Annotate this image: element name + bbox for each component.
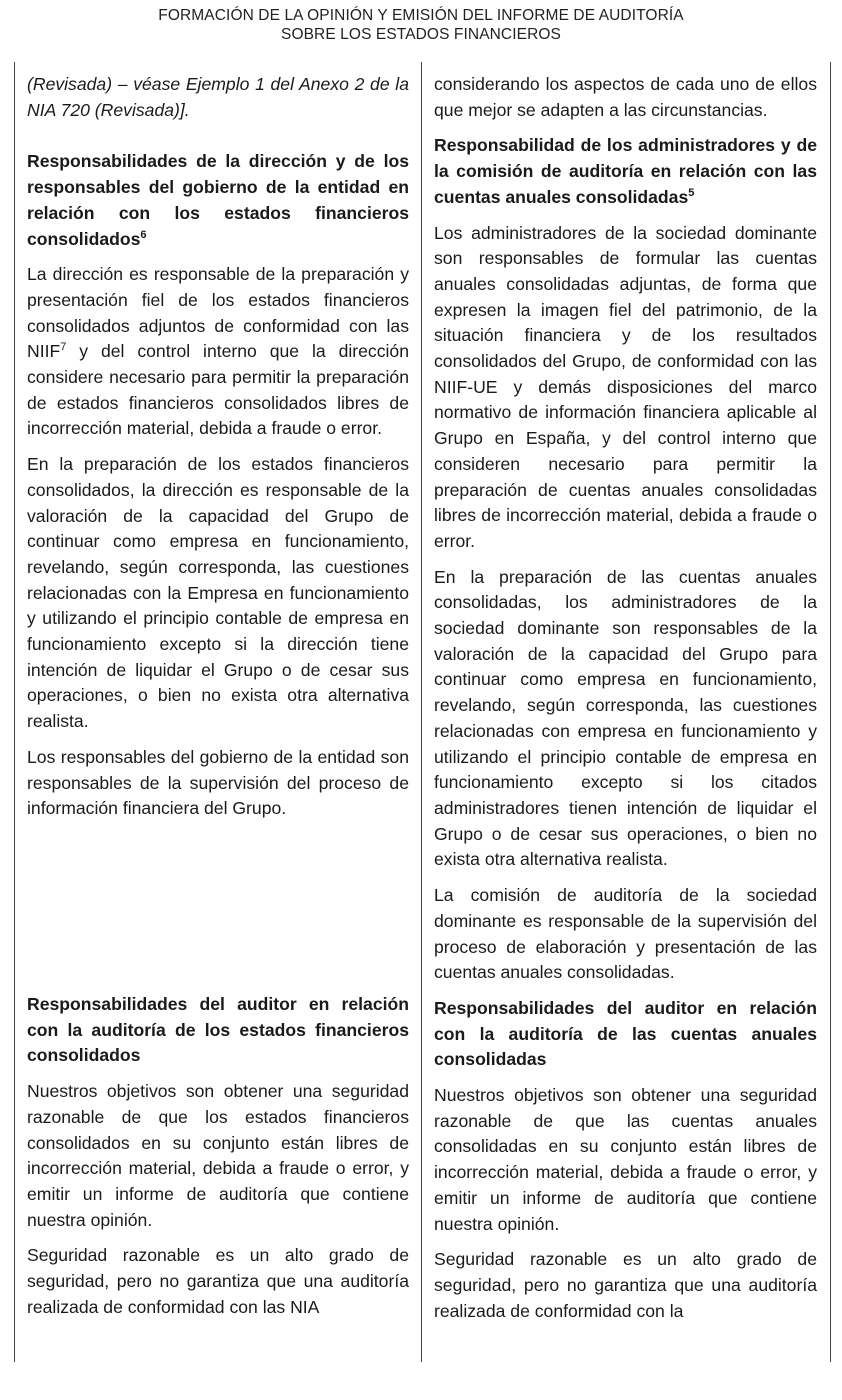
right-column: [422, 62, 829, 1362]
footnote-ref: 5: [688, 186, 695, 199]
left-paragraph-5: Seguridad razonable es un alto grado de seguridad, pero no garantiza que una auditoría realizada de conformidad con las NIA: [27, 1245, 409, 1317]
right-paragraph-5: Seguridad razonable es un alto grado de seguridad, pero no garantiza que una auditoría realizada de conformidad con la: [434, 1249, 817, 1321]
right-heading-auditor-responsibilities: Responsabilidades del auditor en relación con la auditoría de las cuentas anuales consolidadas: [434, 997, 817, 1070]
left-column: [15, 62, 422, 1362]
left-heading-auditor-responsibilities: Responsabilidades del auditor en relación con la auditoría de los estados financieros consolidados: [27, 993, 409, 1066]
left-paragraph-2: En la preparación de los estados financieros consolidados, la dirección es responsable de la valoración de la capacidad del Grupo de continuar como empresa en funcionamiento, revelando, según corresponda, las cuestiones relacionadas con la Empresa en funcionamiento y utilizando el principio contable de empresa en funcionamiento excepto si la dirección tiene intención de liquidar el Grupo o de cesar sus operaciones, o bien no exista otra alternativa realista.: [27, 454, 409, 732]
left-intro-text: (Revisada) – véase Ejemplo 1 del Anexo 2 de la NIA 720 (Revisada)].: [27, 74, 409, 120]
header-title-line1: FORMACIÓN DE LA OPINIÓN Y EMISIÓN DEL INFORME DE AUDITORÍA: [158, 7, 684, 24]
right-paragraph-3: La comisión de auditoría de la sociedad dominante es responsable de la supervisión del proceso de elaboración y presentación de las cuentas anuales consolidadas.: [434, 885, 817, 983]
right-intro-text: considerando los aspectos de cada uno de ellos que mejor se adapten a las circunstancias.: [434, 74, 817, 120]
left-paragraph-3: Los responsables del gobierno de la entidad son responsables de la supervisión del proceso de información financiera del Grupo.: [27, 746, 409, 819]
spacer: [27, 832, 409, 992]
page-header: [0, 6, 842, 44]
left-heading-responsibilities-management: Responsabilidades de la dirección y de los responsables del gobierno de la entidad en relación con los estados financieros consolidados$^6$: [27, 151, 409, 249]
footnote-ref: 7: [60, 341, 67, 354]
header-title-line2: SOBRE LOS ESTADOS FINANCIEROS: [281, 26, 561, 43]
right-paragraph-1: Los administradores de la sociedad dominante son responsables de formular las cuentas anuales consolidadas adjuntas, de forma que expresen la imagen fiel del patrimonio, de la situación financiera y de los resultados consolidados del Grupo, de conformidad con las NIIF-UE y demás disposiciones del marco normativo de información financiera aplicable al Grupo en España, y del control interno que consideren necesario para permitir la preparación de cuentas anuales consolidadas libres de incorrección material, debida a fraude o error.: [434, 222, 817, 551]
right-paragraph-4: Nuestros objetivos son obtener una seguridad razonable de que las cuentas anuales consolidadas en su conjunto están libres de incorrección material, debida a fraude o error, y emitir un informe de auditoría que contiene nuestra opinión.: [434, 1085, 817, 1234]
footnote-ref: 6: [140, 228, 147, 241]
left-paragraph-4: Nuestros objetivos son obtener una seguridad razonable de que los estados financieros consolidados en su conjunto están libres de incorrección material, debida a fraude o error, y emitir un informe de auditoría que contiene nuestra opinión.: [27, 1081, 409, 1230]
right-paragraph-2: En la preparación de las cuentas anuales consolidadas, los administradores de la sociedad dominante son responsables de la valoración de la capacidad del Grupo para continuar como empresa en funcionamiento, revelando, según corresponda, las cuestiones relacionadas con empresa en funcionamiento y utilizando el principio contable de empresa en funcionamiento excepto si los citados administradores tienen intención de liquidar el Grupo o de cesar sus operaciones, o bien no exista otra alternativa realista.: [434, 566, 817, 870]
two-column-table: [14, 62, 831, 1362]
right-heading-responsibilities-administrators: Responsabilidad de los administradores y de la comisión de auditoría en relación con las cuentas anuales consolidadas$^5$: [434, 135, 817, 207]
left-paragraph-1: La dirección es responsable de la preparación y presentación fiel de los estados financieros consolidados adjuntos de conformidad con las NIIF$^7$ y del control interno que la dirección considere necesario para permitir la preparación de estados financieros consolidados libres de incorrección material, debida a fraude o error.: [27, 264, 409, 439]
